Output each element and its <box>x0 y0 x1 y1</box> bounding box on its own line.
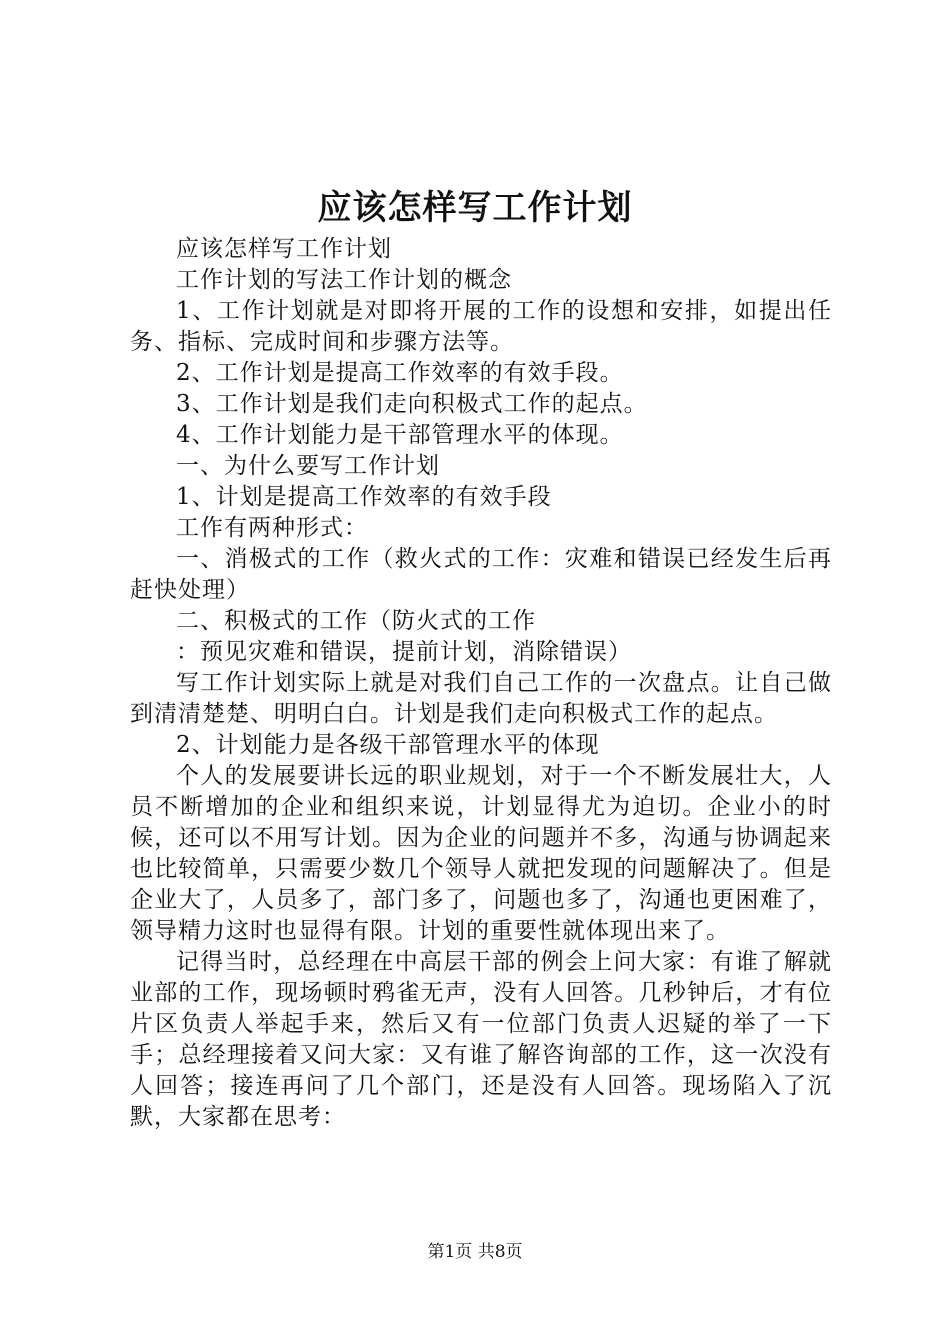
section-heading: 一、为什么要写工作计划 <box>176 453 440 479</box>
subsection-heading: 1、计划是提高工作效率的有效手段 <box>176 484 552 510</box>
document-body <box>130 234 832 1133</box>
paragraph: 个人的发展要讲长远的职业规划，对于一个不断发展壮大，人员不断增加的企业和组织来说，计划显得尤为迫切。企业小的时候，还可以不用写计划。因为企业的问题并不多，沟通与协调起来也比较简单，只需要少数几个领导人就把发现的问题解决了。但是企业大了，人员多了，部门多了，问题也多了，沟通也更困难了，领导精力这时也显得有限。计划的重要性就体现出来了。 <box>130 763 832 944</box>
paragraph: 写工作计划实际上就是对我们自己工作的一次盘点。让自己做到清清楚楚、明明白白。计划是我们走向积极式工作的起点。 <box>130 670 832 727</box>
paragraph: 记得当时，总经理在中高层干部的例会上问大家：有谁了解就业部的工作，现场顿时鸦雀无声，没有人回答。几秒钟后，才有位片区负责人举起手来，然后又有一位部门负责人迟疑的举了一下手；总经理接着又问大家：又有谁了解咨询部的工作，这一次没有人回答；接连再问了几个部门，还是没有人回答。现场陷入了沉默，大家都在思考： <box>130 949 832 1130</box>
paragraph: 3、工作计划是我们走向积极式工作的起点。 <box>176 391 648 417</box>
paragraph: 一、消极式的工作（救火式的工作：灾难和错误已经发生后再赶快处理） <box>130 546 832 603</box>
paragraph: 4、工作计划能力是干部管理水平的体现。 <box>176 422 624 448</box>
document-title: 应该怎样写工作计划 <box>317 188 633 228</box>
paragraph: 1、工作计划就是对即将开展的工作的设想和安排，如提出任务、指标、完成时间和步骤方法等。 <box>130 298 832 355</box>
paragraph: 应该怎样写工作计划 <box>176 236 392 262</box>
paragraph: 工作有两种形式： <box>176 515 368 541</box>
subsection-heading: 2、计划能力是各级干部管理水平的体现 <box>176 732 600 758</box>
paragraph: 二、积极式的工作（防火式的工作 <box>176 608 536 634</box>
paragraph: 工作计划的写法工作计划的概念 <box>176 267 512 293</box>
paragraph: 2、工作计划是提高工作效率的有效手段。 <box>176 360 624 386</box>
page-footer: 第1页 共8页 <box>427 1242 523 1262</box>
paragraph: ：预见灾难和错误，提前计划，消除错误） <box>176 639 632 665</box>
